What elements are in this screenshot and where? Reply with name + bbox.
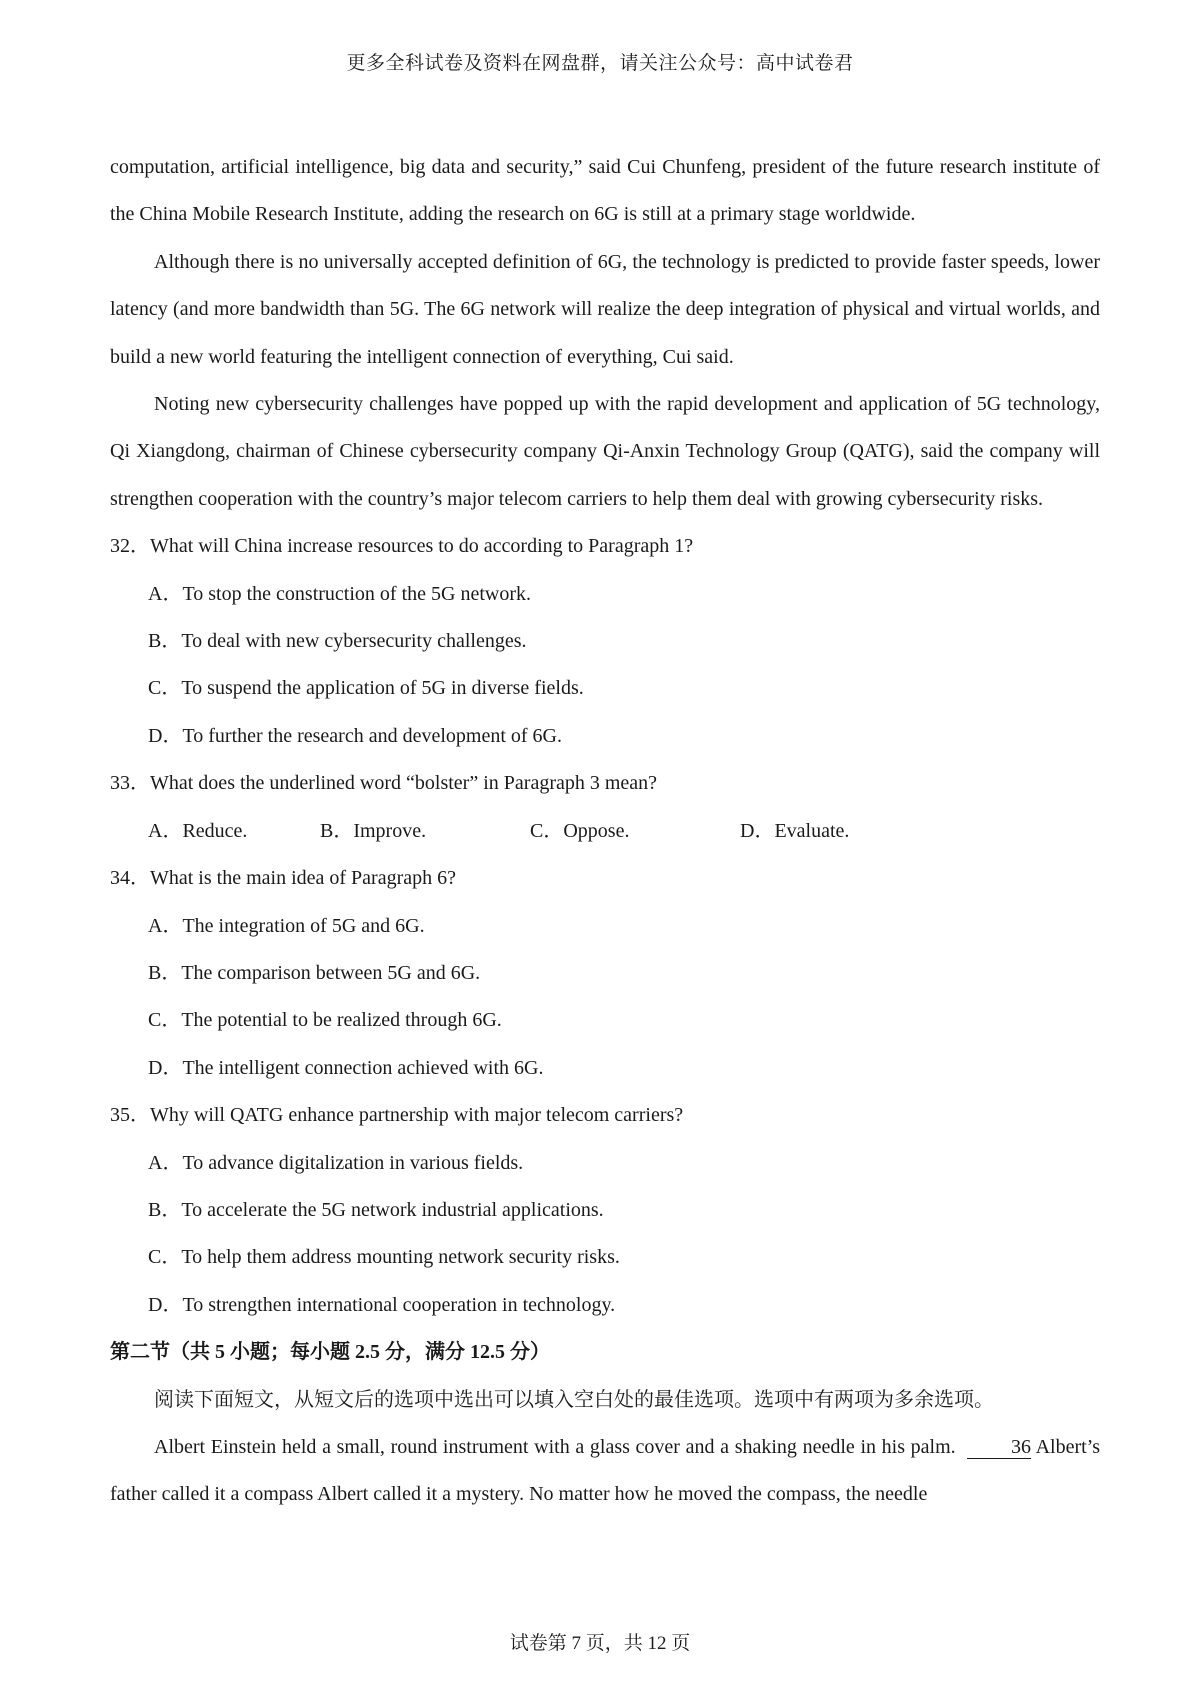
blank-36[interactable]: 36 [967, 1436, 1031, 1459]
option-a[interactable]: A．Reduce. [148, 819, 248, 842]
option-a[interactable]: A．The integration of 5G and 6G. [148, 914, 425, 937]
option-c[interactable]: C．To help them address mounting network security risks. [148, 1246, 620, 1269]
question-number: 32． [110, 535, 150, 558]
passage-paragraph: computation, artificial intelligence, big data and security,” said Cui Chunfeng, president of the future research institute of the China Mobile Research Institute, adding the research on 6G is still at a primary stage worldwide. [110, 156, 1100, 226]
options-row [110, 808, 1100, 855]
option-c[interactable]: C．To suspend the application of 5G in diverse fields. [148, 677, 584, 700]
question-32 [110, 523, 1100, 570]
option-a[interactable]: A．To advance digitalization in various fields. [148, 1151, 524, 1174]
page-footer: 试卷第 7 页，共 12 页 [509, 1633, 691, 1654]
option-c[interactable]: C．Oppose. [530, 819, 630, 842]
question-34 [110, 855, 1100, 902]
question-stem: What will China increase resources to do according to Paragraph 1? [150, 535, 694, 558]
exam-content [110, 144, 1100, 1519]
option-d[interactable]: D．To strengthen international cooperation in technology. [148, 1293, 616, 1316]
option-d[interactable]: D．To further the research and development of 6G. [148, 724, 563, 747]
passage-paragraph: Noting new cybersecurity challenges have popped up with the rapid development and application of 5G technology, Qi Xiangdong, chairman of Chinese cybersecurity company Qi-Anxin Technology Group (QATG), said the company will strengthen cooperation with the country’s major telecom carriers to help them deal with growing cybersecurity risks. [110, 393, 1100, 510]
section-title: 第二节（共 5 小题；每小题 2.5 分，满分 12.5 分） [110, 1341, 550, 1364]
question-stem: What does the underlined word “bolster” in Paragraph 3 mean? [150, 772, 658, 795]
option-b[interactable]: B．Improve. [320, 819, 427, 842]
passage-paragraph: Although there is no universally accepted definition of 6G, the technology is predicted to provide faster speeds, lower latency (and more bandwidth than 5G. The 6G network will realize the deep integration of physical and virtual worlds, and build a new world featuring the intelligent connection of everything, Cui said. [110, 250, 1100, 368]
question-number: 34． [110, 867, 150, 890]
option-d[interactable]: D．The intelligent connection achieved with 6G. [148, 1056, 544, 1079]
cloze-passage [110, 1424, 1100, 1519]
option-b[interactable]: B．To deal with new cybersecurity challenges. [148, 630, 527, 653]
question-stem: What is the main idea of Paragraph 6? [150, 867, 456, 890]
question-35 [110, 1092, 1100, 1139]
option-b[interactable]: B．To accelerate the 5G network industrial applications. [148, 1198, 604, 1221]
question-33 [110, 760, 1100, 807]
option-d[interactable]: D．Evaluate. [740, 819, 850, 842]
cloze-text: Albert Einstein held a small, round instrument with a glass cover and a shaking needle in his palm. [154, 1435, 956, 1458]
question-stem: Why will QATG enhance partnership with major telecom carriers? [150, 1104, 684, 1127]
option-b[interactable]: B．The comparison between 5G and 6G. [148, 961, 481, 984]
page-header: 更多全科试卷及资料在网盘群，请关注公众号：高中试卷君 [346, 53, 854, 74]
option-c[interactable]: C．The potential to be realized through 6G. [148, 1009, 502, 1032]
question-number: 35． [110, 1104, 150, 1127]
section-instruction: 阅读下面短文，从短文后的选项中选出可以填入空白处的最佳选项。选项中有两项为多余选项。 [154, 1388, 994, 1411]
option-a[interactable]: A．To stop the construction of the 5G network. [148, 582, 531, 605]
question-number: 33． [110, 772, 150, 795]
cloze-text: Albert’s father called it a compass Albert called it a mystery. No matter how he moved the compass, the needle [110, 1435, 1100, 1506]
